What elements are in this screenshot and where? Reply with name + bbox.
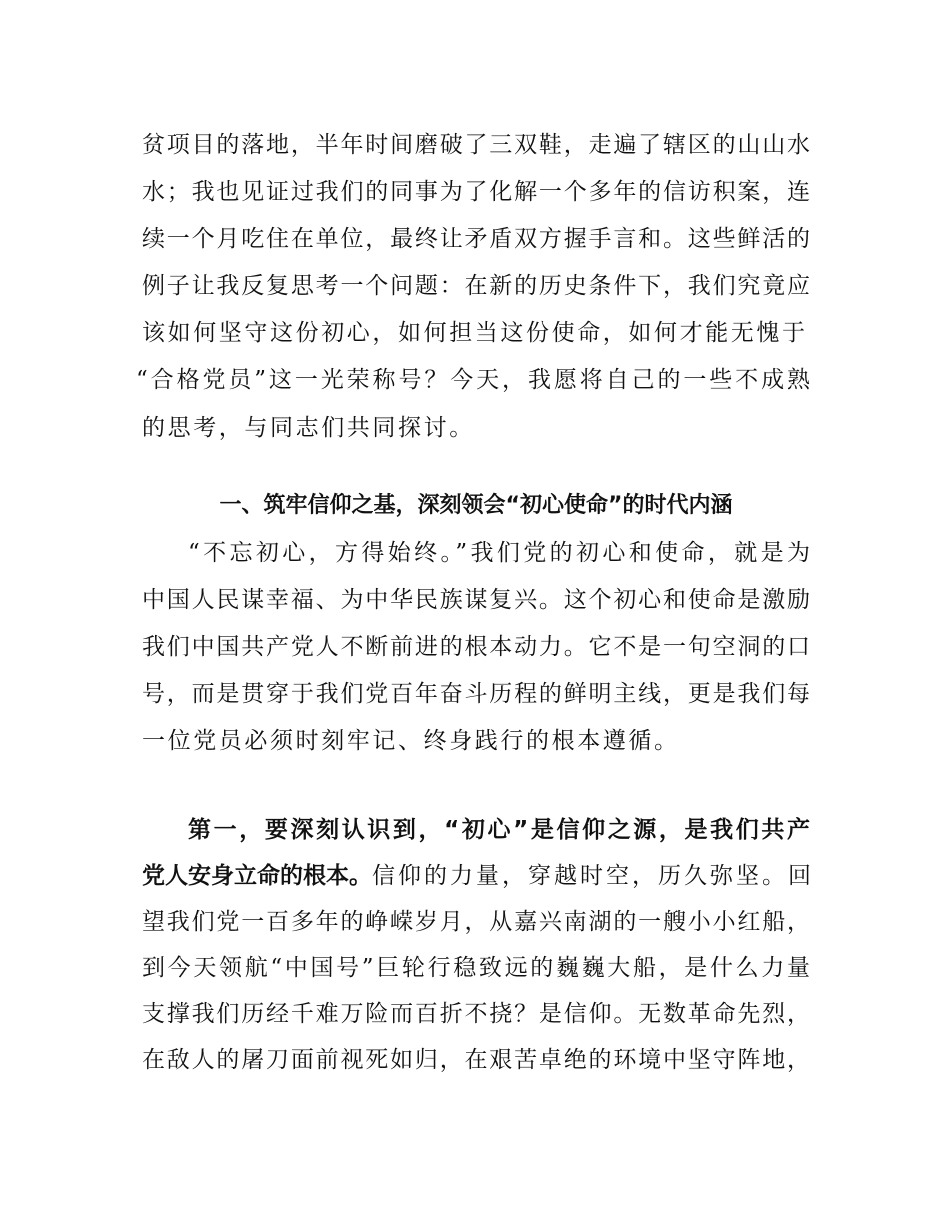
paragraph-line: 中国人民谋幸福、为中华民族谋复兴。这个初心和使命是激励 <box>142 587 810 613</box>
paragraph-line: 支撑我们历经千难万险而百折不挠？是信仰。无数革命先烈， <box>142 1001 810 1027</box>
paragraph-line: 水；我也见证过我们的同事为了化解一个多年的信访积案，连 <box>142 179 810 205</box>
paragraph-line: 续一个月吃住在单位，最终让矛盾双方握手言和。这些鲜活的 <box>142 226 810 252</box>
section-heading: 一、筑牢信仰之基，深刻领会“初心使命”的时代内涵 <box>219 493 733 518</box>
paragraph-line: “不忘初心，方得始终。”我们党的初心和使命，就是为 <box>188 540 810 566</box>
paragraph-text: 信仰的力量，穿越时空，历久弥坚。回 <box>372 863 814 889</box>
paragraph-line: 望我们党一百多年的峥嵘岁月，从嘉兴南湖的一艘小小红船， <box>142 909 810 935</box>
paragraph-line: “合格党员”这一光荣称号？今天，我愿将自己的一些不成熟 <box>136 367 810 393</box>
paragraph-line: 在敌人的屠刀面前视死如归，在艰苦卓绝的环境中坚守阵地， <box>142 1047 810 1073</box>
paragraph-line: 号，而是贯穿于我们党百年奋斗历程的鲜明主线，更是我们每 <box>142 681 810 707</box>
paragraph-line: 我们中国共产党人不断前进的根本动力。它不是一句空洞的口 <box>142 634 810 660</box>
paragraph-line: 贫项目的落地，半年时间磨破了三双鞋，走遍了辖区的山山水 <box>142 132 810 158</box>
paragraph-line: 到今天领航“中国号”巨轮行稳致远的巍巍大船，是什么力量 <box>142 955 810 981</box>
bold-lead-sentence: 第一，要深刻认识到，“初心”是信仰之源，是我们共产 <box>188 817 810 843</box>
paragraph-line: 例子让我反复思考一个问题：在新的历史条件下，我们究竟应 <box>142 273 810 299</box>
bold-lead-sentence-end: 党人安身立命的根本。 <box>142 863 372 889</box>
paragraph-line: 的思考，与同志们共同探讨。 <box>142 415 475 441</box>
paragraph-line: 一位党员必须时刻牢记、终身践行的根本遵循。 <box>142 728 680 754</box>
paragraph-line <box>142 861 814 891</box>
paragraph-line: 该如何坚守这份初心，如何担当这份使命，如何才能无愧于 <box>142 320 808 346</box>
